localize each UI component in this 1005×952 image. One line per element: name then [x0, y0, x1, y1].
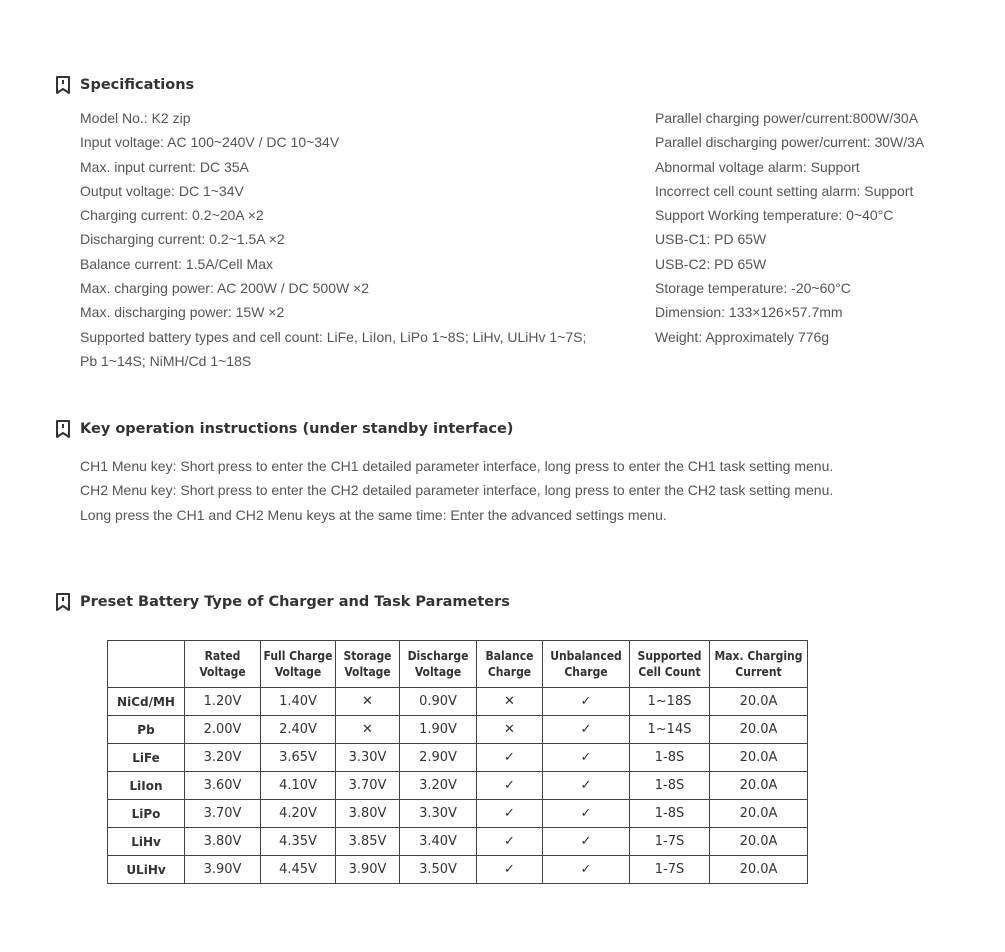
bookmark-icon [54, 419, 72, 439]
battery-type-cell: Pb [108, 716, 185, 744]
text-line: Supported battery types and cell count: LiFe, LiIon, LiPo 1~8S; LiHv, ULiHv 1~7S; [80, 328, 587, 345]
text-line: Pb 1~14S; NiMH/Cd 1~18S [80, 352, 252, 369]
table-cell: 3.80V [185, 828, 261, 856]
bookmark-icon [54, 75, 72, 95]
column-header [108, 641, 185, 688]
text-line: Parallel discharging power/current: 30W/3A [655, 134, 925, 151]
check-icon: ✓ [543, 772, 630, 800]
text-line: Storage temperature: -20~60°C [655, 280, 851, 297]
column-header: Rated Voltage [185, 641, 261, 688]
table-cell: 3.30V [400, 800, 477, 828]
text-line: Weight: Approximately 776g [655, 328, 830, 345]
text-line: Discharging current: 0.2~1.5A ×2 [80, 231, 285, 248]
battery-type-cell: ULiHv [108, 856, 185, 884]
check-icon: ✓ [477, 856, 543, 884]
table-cell: 3.90V [336, 856, 400, 884]
text-line: USB-C1: PD 65W [655, 231, 767, 248]
table-row [108, 688, 808, 716]
text-line: CH2 Menu key: Short press to enter the CH2 detailed parameter interface, long press to enter the CH2 task setting menu. [80, 482, 834, 499]
bookmark-icon [54, 592, 72, 612]
battery-type-cell: LiPo [108, 800, 185, 828]
table-row [108, 828, 808, 856]
text-line: Incorrect cell count setting alarm: Support [655, 182, 914, 199]
check-icon: ✓ [477, 828, 543, 856]
table-cell: 4.20V [261, 800, 336, 828]
table-cell: 3.80V [336, 800, 400, 828]
table-cell: 1-8S [630, 744, 710, 772]
table-cell: 4.35V [261, 828, 336, 856]
table-row [108, 716, 808, 744]
table-cell: 3.70V [185, 800, 261, 828]
table-cell: 1.90V [400, 716, 477, 744]
text-line: Input voltage: AC 100~240V / DC 10~34V [80, 134, 340, 151]
text-line: Charging current: 0.2~20A ×2 [80, 207, 264, 224]
table-cell: 3.20V [400, 772, 477, 800]
table-cell: 0.90V [400, 688, 477, 716]
table-cell: 1~14S [630, 716, 710, 744]
specifications-left-list [80, 106, 640, 373]
check-icon: ✓ [543, 716, 630, 744]
table-cell: 3.40V [400, 828, 477, 856]
table-cell: 20.0A [710, 716, 808, 744]
key-operation-list [80, 454, 980, 527]
cross-icon: ✕ [336, 688, 400, 716]
check-icon: ✓ [543, 800, 630, 828]
text-line: Max. input current: DC 35A [80, 158, 249, 175]
key-operation-heading [54, 419, 513, 439]
check-icon: ✓ [543, 744, 630, 772]
table-cell: 3.70V [336, 772, 400, 800]
column-header: Discharge Voltage [400, 641, 477, 688]
key-operation-title: Key operation instructions (under standby interface) [80, 421, 514, 437]
table-cell: 20.0A [710, 856, 808, 884]
check-icon: ✓ [543, 828, 630, 856]
table-cell: 3.65V [261, 744, 336, 772]
text-line: USB-C2: PD 65W [655, 255, 767, 272]
table-cell: 1-7S [630, 828, 710, 856]
check-icon: ✓ [477, 744, 543, 772]
cross-icon: ✕ [477, 716, 543, 744]
table-cell: 1-8S [630, 772, 710, 800]
text-line: Output voltage: DC 1~34V [80, 182, 244, 199]
table-cell: 3.90V [185, 856, 261, 884]
table-cell: 3.20V [185, 744, 261, 772]
table-cell: 20.0A [710, 744, 808, 772]
table-cell: 20.0A [710, 828, 808, 856]
table-cell: 4.10V [261, 772, 336, 800]
column-header: Storage Voltage [336, 641, 400, 688]
specifications-heading [54, 75, 194, 95]
battery-type-cell: LiFe [108, 744, 185, 772]
battery-type-cell: LiHv [108, 828, 185, 856]
check-icon: ✓ [543, 856, 630, 884]
preset-parameters-table [107, 640, 808, 884]
preset-heading [54, 592, 510, 612]
table-row [108, 772, 808, 800]
check-icon: ✓ [477, 772, 543, 800]
column-header: Unbalanced Charge [543, 641, 630, 688]
table-row [108, 856, 808, 884]
table-cell: 20.0A [710, 772, 808, 800]
text-line: Abnormal voltage alarm: Support [655, 158, 860, 175]
text-line: Support Working temperature: 0~40°C [655, 207, 894, 224]
table-cell: 1-7S [630, 856, 710, 884]
column-header: Full Charge Voltage [261, 641, 336, 688]
table-cell: 3.85V [336, 828, 400, 856]
table-cell: 20.0A [710, 800, 808, 828]
text-line: Long press the CH1 and CH2 Menu keys at the same time: Enter the advanced settings menu. [80, 506, 667, 523]
battery-type-cell: LiIon [108, 772, 185, 800]
specifications-right-list [655, 106, 995, 349]
table-cell: 2.40V [261, 716, 336, 744]
text-line: Max. discharging power: 15W ×2 [80, 304, 285, 321]
text-line: Max. charging power: AC 200W / DC 500W ×2 [80, 280, 370, 297]
table-cell: 1~18S [630, 688, 710, 716]
check-icon: ✓ [543, 688, 630, 716]
table-cell: 1.20V [185, 688, 261, 716]
text-line: Model No.: K2 zip [80, 110, 191, 126]
text-line: Balance current: 1.5A/Cell Max [80, 255, 273, 272]
column-header: Balance Charge [477, 641, 543, 688]
table-cell: 1-8S [630, 800, 710, 828]
table-cell: 3.30V [336, 744, 400, 772]
check-icon: ✓ [477, 800, 543, 828]
text-line: Dimension: 133×126×57.7mm [655, 304, 843, 321]
cross-icon: ✕ [477, 688, 543, 716]
text-line: CH1 Menu key: Short press to enter the CH1 detailed parameter interface, long press to enter the CH1 task setting menu. [80, 458, 834, 474]
table-row [108, 800, 808, 828]
text-line: Parallel charging power/current:800W/30A [655, 110, 919, 126]
column-header: Supported Cell Count [630, 641, 710, 688]
table-cell: 2.90V [400, 744, 477, 772]
specifications-title: Specifications [80, 77, 195, 93]
table-cell: 1.40V [261, 688, 336, 716]
table-cell: 2.00V [185, 716, 261, 744]
table-cell: 3.50V [400, 856, 477, 884]
table-cell: 4.45V [261, 856, 336, 884]
cross-icon: ✕ [336, 716, 400, 744]
column-header: Max. Charging Current [710, 641, 808, 688]
table-row [108, 744, 808, 772]
table-cell: 20.0A [710, 688, 808, 716]
table-cell: 3.60V [185, 772, 261, 800]
battery-type-cell: NiCd/MH [108, 688, 185, 716]
preset-title: Preset Battery Type of Charger and Task Parameters [80, 594, 510, 610]
